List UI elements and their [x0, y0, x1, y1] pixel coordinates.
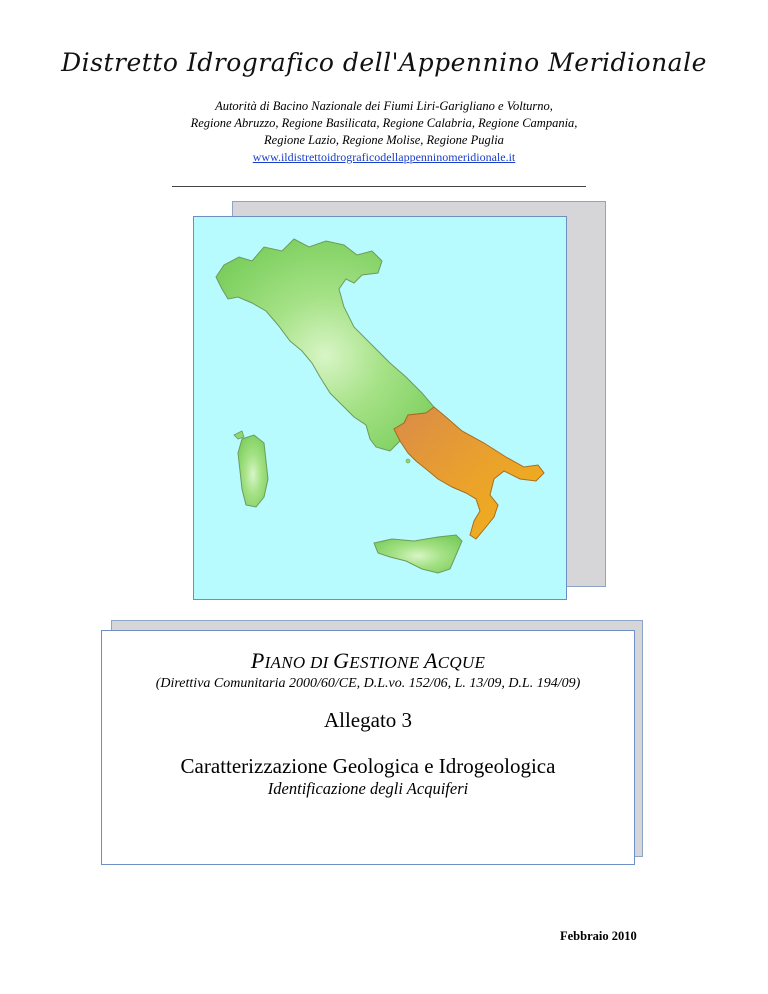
authority-line-1: Autorità di Bacino Nazionale dei Fiumi Liri-Garigliano e Volturno, — [215, 99, 553, 113]
header-authorities — [0, 98, 768, 166]
italy-map-graphic — [194, 217, 566, 599]
annex-number: Allegato 3 — [323, 708, 413, 732]
small-island — [234, 431, 244, 439]
sardinia — [238, 435, 268, 507]
district-website-link[interactable]: www.ildistrettoidrograficodellappenninomeridionale.it — [252, 150, 516, 164]
district-title: Distretto Idrografico dell'Appennino Meridionale — [61, 48, 707, 77]
annex-title: Caratterizzazione Geologica e Idrogeologica — [180, 754, 556, 778]
authority-line-2: Regione Abruzzo, Regione Basilicata, Regione Calabria, Regione Campania, — [190, 116, 578, 130]
authority-line-3: Regione Lazio, Regione Molise, Regione Puglia — [264, 133, 504, 147]
publication-date: Febbraio 2010 — [560, 929, 637, 943]
plan-title: PIANO DI GESTIONE ACQUE — [250, 648, 486, 673]
italy-map — [193, 216, 567, 600]
annex-subtitle: Identificazione degli Acquiferi — [267, 779, 469, 798]
plan-subtitle: (Direttiva Comunitaria 2000/60/CE, D.L.vo. 152/06, L. 13/09, D.L. 194/09) — [155, 676, 581, 691]
cover-box — [101, 630, 635, 865]
header-divider — [172, 186, 586, 187]
southern-district-region — [394, 407, 544, 539]
small-island-dot — [406, 459, 410, 463]
italy-north-region — [216, 239, 434, 451]
sicily — [374, 535, 462, 573]
